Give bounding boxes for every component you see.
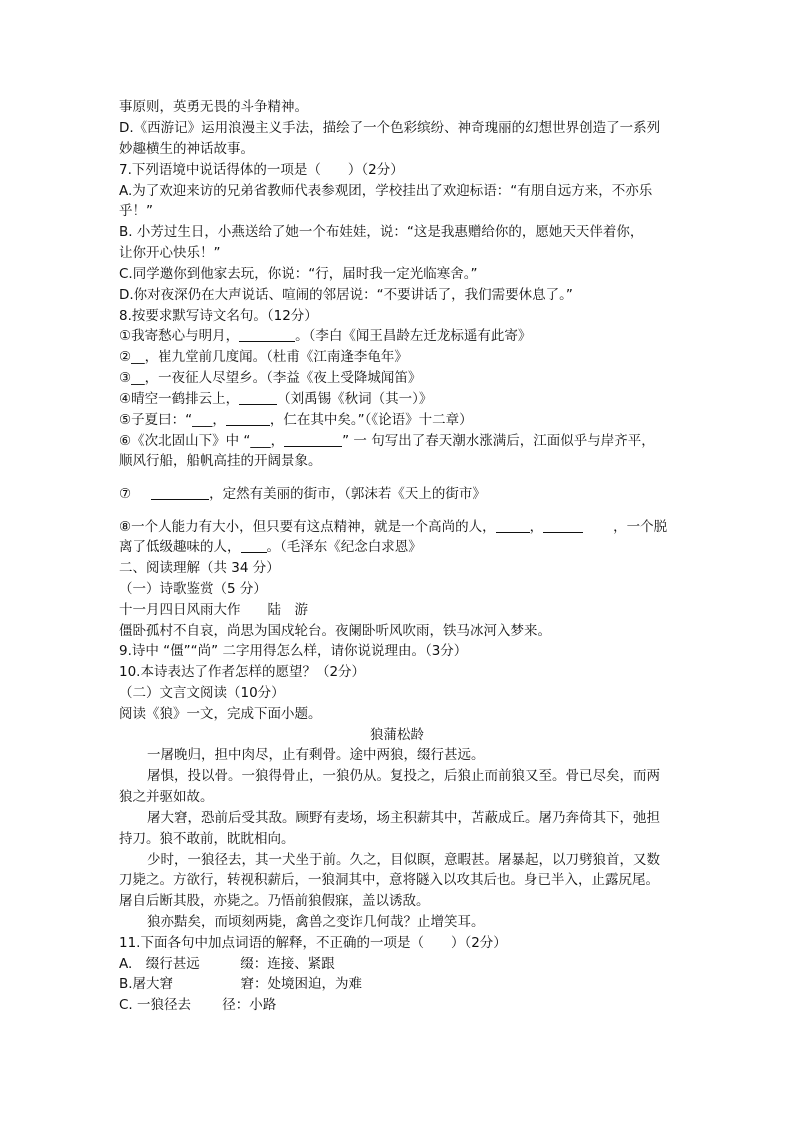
option-d: D.你对夜深仍在大声说话、喧闹的邻居说：“不要讲话了，我们需要休息了。” (119, 287, 573, 303)
option-b: B. 小芳过生日，小燕送给了她一个布娃娃，说：“这是我惠赠给你的，愿她天天伴着你， (119, 224, 644, 240)
option-a: A. 缀行甚远 缀：连接、紧跟 (119, 956, 335, 972)
text-line: 让你开心快乐！” (119, 245, 221, 261)
answer-blank[interactable] (496, 519, 530, 533)
passage-paragraph: 少时，一狼径去，其一犬坐于前。久之，目似瞑，意暇甚。屠暴起，以刀劈狼首，又数 (147, 852, 660, 868)
text-segment: 。（李白《闻王昌龄左迁龙标遥有此寄》 (295, 328, 532, 344)
recite-item-4 (119, 390, 679, 408)
option-c: C. 一狼径去 径：小路 (119, 997, 277, 1013)
recite-item-6 (119, 432, 679, 450)
answer-blank[interactable] (543, 519, 583, 533)
answer-blank[interactable] (239, 328, 295, 342)
question-10: 10.本诗表达了作者怎样的愿望？（2分） (119, 664, 366, 680)
answer-blank[interactable] (241, 539, 267, 553)
answer-blank[interactable] (284, 433, 342, 447)
answer-blank[interactable] (151, 486, 209, 500)
text-line: D.《西游记》运用浪漫主义手法，描绘了一个色彩缤纷、神奇瑰丽的幻想世界创造了一系列 (119, 120, 661, 136)
question-7: 7.下列语境中说话得体的一项是（ ）（2分） (119, 162, 404, 178)
passage-line: 屠自后断其股，亦毙之。乃悟前狼假寐，盖以诱敌。 (119, 893, 430, 909)
text-segment: 。（毛泽东《纪念白求恩》 (266, 539, 422, 555)
question-9: 9.诗中 “僵”“尚” 二字用得怎么样，请你说说理由。（3分） (119, 643, 468, 659)
text-segment: ⑦ (119, 486, 132, 502)
passage-paragraph: 屠大窘，恐前后受其敌。顾野有麦场，场主积薪其中，苫蔽成丘。屠乃奔倚其下，弛担 (147, 810, 660, 826)
text-segment: ，定然有美丽的街市，（郭沫若《天上的街市》 (209, 486, 486, 502)
passage-title: 狼蒲松龄 (370, 727, 424, 743)
recite-item-8-cont (119, 538, 679, 556)
text-segment: 离了低级趣味的人， (119, 539, 241, 555)
text-segment: ①我寄愁心与明月， (119, 328, 240, 344)
passage-line: 狼之并驱如故。 (119, 789, 214, 805)
text-segment: ， (529, 519, 544, 535)
text-segment: ④晴空一鹤排云上， (119, 391, 240, 407)
option-a: A.为了欢迎来访的兄弟省教师代表参观团，学校挂出了欢迎标语：“有朋自远方来，不亦乐 (119, 183, 653, 199)
text-segment: ⑥《次北固山下》中 “___， (119, 433, 285, 449)
text-line: 妙趣横生的神话故事。 (119, 141, 254, 157)
poem-text: 僵卧孤村不自哀，尚思为国戍轮台。夜阑卧听风吹雨，铁马冰河入梦来。 (119, 623, 551, 639)
passage-paragraph: 一屠晚归，担中肉尽，止有剩骨。途中两狼，缀行甚远。 (147, 747, 485, 763)
text-line: 乎！” (119, 203, 153, 219)
recite-item-8 (119, 518, 679, 536)
recite-item-3: ③__，一夜征人尽望乡。（李益《夜上受降城闻笛》 (119, 370, 422, 386)
question-11: 11.下面各句中加点词语的解释，不正确的一项是（ ）（2分） (119, 935, 507, 951)
option-b: B.屠大窘 窘：处境困迫，为难 (119, 976, 363, 992)
passage-line: 持刀。狼不敢前，眈眈相向。 (119, 831, 295, 847)
question-8: 8.按要求默写诗文名句。（12分） (119, 308, 318, 324)
answer-blank[interactable] (226, 412, 270, 426)
answer-blank[interactable] (239, 391, 277, 405)
recite-item-2: ②__，崔九堂前几度闻。（杜甫《江南逢李龟年》 (119, 349, 408, 365)
reading-instruction: 阅读《狼》一文，完成下面小题。 (119, 706, 322, 722)
passage-paragraph: 狼亦黠矣，而顷刻两毙，禽兽之变诈几何哉？止增笑耳。 (147, 914, 485, 930)
text-segment: ，仁在其中矣。”（《论语》十二章） (269, 412, 473, 428)
text-line: 顺风行船，船帆高挂的开阔景象。 (119, 453, 322, 469)
passage-line: 刀毙之。方欲行，转视积薪后，一狼洞其中，意将隧入以攻其后也。身已半入，止露尻尾。 (119, 872, 659, 888)
recite-item-1 (119, 327, 679, 345)
recite-item-5 (119, 411, 679, 429)
recite-item-7 (119, 485, 679, 503)
text-segment: ⑤子夏曰：“___， (119, 412, 226, 428)
text-line: 事原则，英勇无畏的斗争精神。 (119, 99, 308, 115)
poem-title: 十一月四日风雨大作 陆 游 (119, 602, 308, 618)
text-segment: （刘禹锡《秋词（其一）》 (277, 391, 433, 407)
subsection-heading: （二）文言文阅读（10分） (119, 685, 285, 701)
passage-paragraph: 屠惧，投以骨。一狼得骨止，一狼仍从。复投之，后狼止而前狼又至。骨已尽矣，而两 (147, 768, 660, 784)
text-segment: ⑧一个人能力有大小，但只要有这点精神，就是一个高尚的人， (119, 519, 496, 535)
text-segment: ，一个脱 (613, 519, 668, 535)
option-c: C.同学邀你到他家去玩，你说：“行，届时我一定光临寒舍。” (119, 266, 478, 282)
text-segment: ” 一 句写出了春天潮水涨满后，江面似乎与岸齐平， (342, 433, 655, 449)
subsection-heading: （一）诗歌鉴赏（5 分） (119, 581, 267, 597)
section-heading: 二、阅读理解（共 34 分） (119, 560, 280, 576)
